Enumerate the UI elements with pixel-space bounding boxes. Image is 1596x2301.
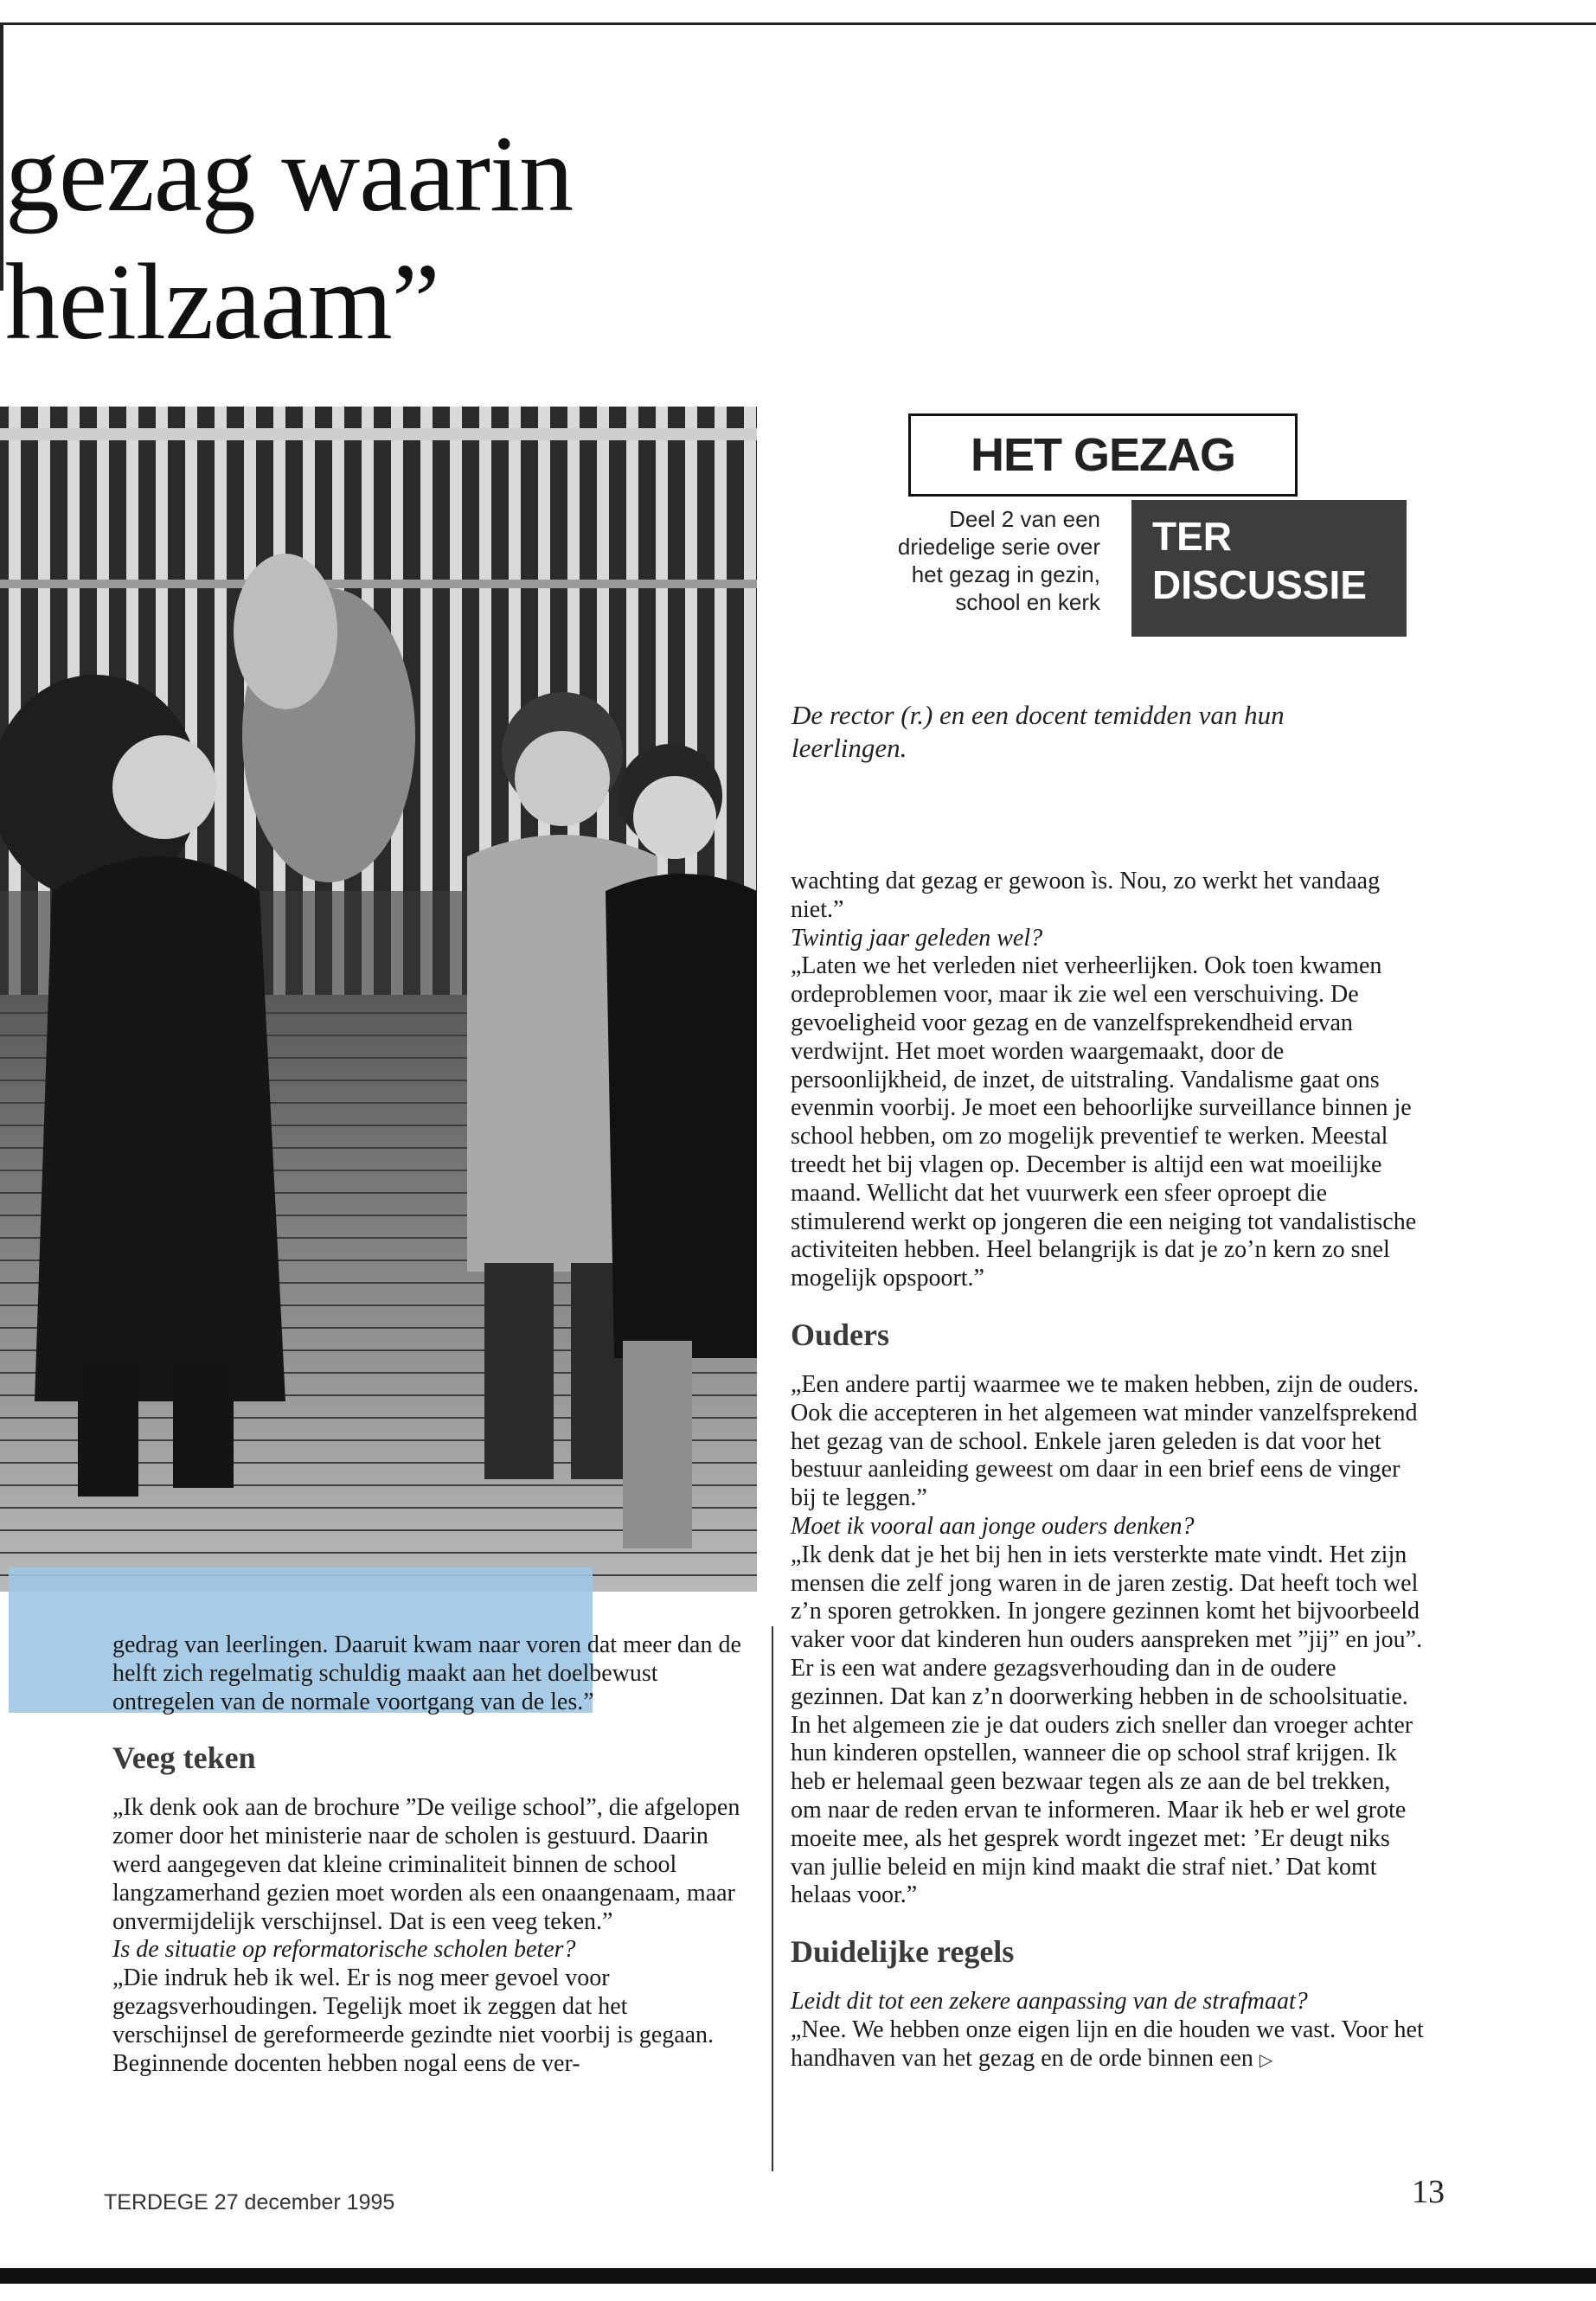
paragraph: „Een andere partij waarmee we te maken hebben, zijn de ouders. Ook die accepteren in het algemeen wat minder vanzelfsprekend het gezag van de school. Enkele jaren geleden is dat voor het bestuur aanleiding geweest om daar in een brief eens de vinger bij te leggen.” [791,1370,1420,1512]
headline-line-2: heilzaam” [5,242,439,362]
left-rule [0,22,3,291]
paragraph: „Die indruk heb ik wel. Er is nog meer gevoel voor gezagsverhoudingen. Tegelijk moet ik zeggen dat het verschijnsel de gereformeerde gezindte niet voorbij is gegaan. Beginnende docenten hebben nogal eens de ver- [112,1965,715,2077]
paragraph: wachting dat gezag er gewoon ìs. Nou, zo werkt het vandaag niet.” [791,868,1381,923]
paragraph [791,2016,1426,2075]
paragraph: „Ik denk ook aan de brochure ”De veilige school”, die afgelopen zomer door het ministerie naar de scholen is gestuurd. Daarin werd aangegeven dat kleine criminaliteit binnen de school langzamerhand gezien moet worden als een onaangenaam, maar onvermijdelijk verschijnsel. Dat is een veeg teken.” [112,1794,740,1935]
series-title-box [908,413,1298,497]
bottom-rule [0,2268,1596,2284]
ter-discussie-badge [1131,500,1407,637]
series-title: HET GEZAG [970,429,1235,481]
section-heading: Duidelijke regels [791,1934,1015,1970]
publication-footer: TERDEGE 27 december 1995 [104,2190,395,2214]
interview-question: Is de situatie op reformatorische scholen beter? [112,1936,576,1964]
series-description-line: Deel 2 van een [949,506,1100,532]
section-heading: Veeg teken [112,1740,256,1776]
paragraph: „Ik denk dat je het bij hen in iets versterkte mate vindt. Het zijn mensen die zelf jong waren in de jaren zestig. Dat heeft toch wel z’n sporen getrokken. In jongere gezinnen komt het bijvoorbeeld vaker voor dat kinderen hun ouders aanspreken met ”jij” en jou”. Er is een wat andere gezagsverhouding dan in de oudere gezinnen. Dat kan z’n doorwerking hebben in de schoolsituatie. [791,1541,1423,1710]
interview-question: Moet ik vooral aan jonge ouders denken? [791,1512,1195,1540]
paragraph: gedrag van leerlingen. Daaruit kwam naar voren dat meer dan de helft zich regelmatig schuldig maakt aan het doelbewust ontregelen van de normale voortgang van de les.” [112,1631,741,1715]
continue-arrow-icon: ▷ [1259,2050,1273,2070]
interview-question: Twintig jaar geleden wel? [791,924,1043,952]
badge-line-2: DISCUSSIE [1152,562,1367,607]
page-number: 13 [1412,2174,1445,2210]
left-column [112,1631,744,2078]
series-description-line: driedelige serie over [897,534,1100,560]
photo-caption: De rector (r.) en een docent temidden van hun leerlingen. [792,700,1285,763]
section-heading: Ouders [791,1317,890,1352]
top-rule [0,22,1596,25]
headline [5,111,697,367]
column-divider [772,1626,773,2171]
paragraph: In het algemeen zie je dat ouders zich sneller dan vroeger achter hun kinderen opstellen, wanneer die op school straf krijgen. Ik heb er helemaal geen bezwaar tegen als ze aan de bel trekken, om naar de reden ervan te informeren. Maar ik heb er wel grote moeite mee, als het gesprek wordt ingezet met: ’Er deugt niks van jullie beleid en mijn kind maakt die straf niet.’ Dat komt helaas voor.” [791,1711,1413,1909]
series-description-line: het gezag in gezin, [911,561,1100,587]
paragraph-text: „Nee. We hebben onze eigen lijn en die houden we vast. Voor het handhaven van het gezag en de orde binnen een [791,2016,1424,2072]
badge-line-1: TER [1152,514,1232,559]
series-description-line: school en kerk [955,589,1100,615]
photo-students-at-fence [0,407,757,1592]
headline-line-1: gezag waarin [5,114,574,234]
interview-question: Leidt dit tot een zekere aanpassing van de strafmaat? [791,1988,1308,2016]
right-column [791,868,1426,2074]
series-description [804,505,1100,616]
paragraph: „Laten we het verleden niet verheerlijken. Ook toen kwamen ordeproblemen voor, maar ik zie wel een verschuiving. De gevoeligheid voor gezag en de vanzelfsprekendheid ervan verdwijnt. Het moet worden waargemaakt, door de persoonlijkheid, de inzet, de uitstraling. Vandalisme gaat ons evenmin voorbij. Je moet een behoorlijke surveillance binnen je school hebben, om zo mogelijk preventief te werken. Meestal treedt het bij vlagen op. December is altijd een wat moeilijke maand. Wellicht dat het vuurwerk een sfeer oproept die stimulerend werkt op jongeren die een neiging tot vandalistische activiteiten hebben. Heel belangrijk is dat je zo’n kern zo snel mogelijk opspoort.” [791,952,1417,1292]
